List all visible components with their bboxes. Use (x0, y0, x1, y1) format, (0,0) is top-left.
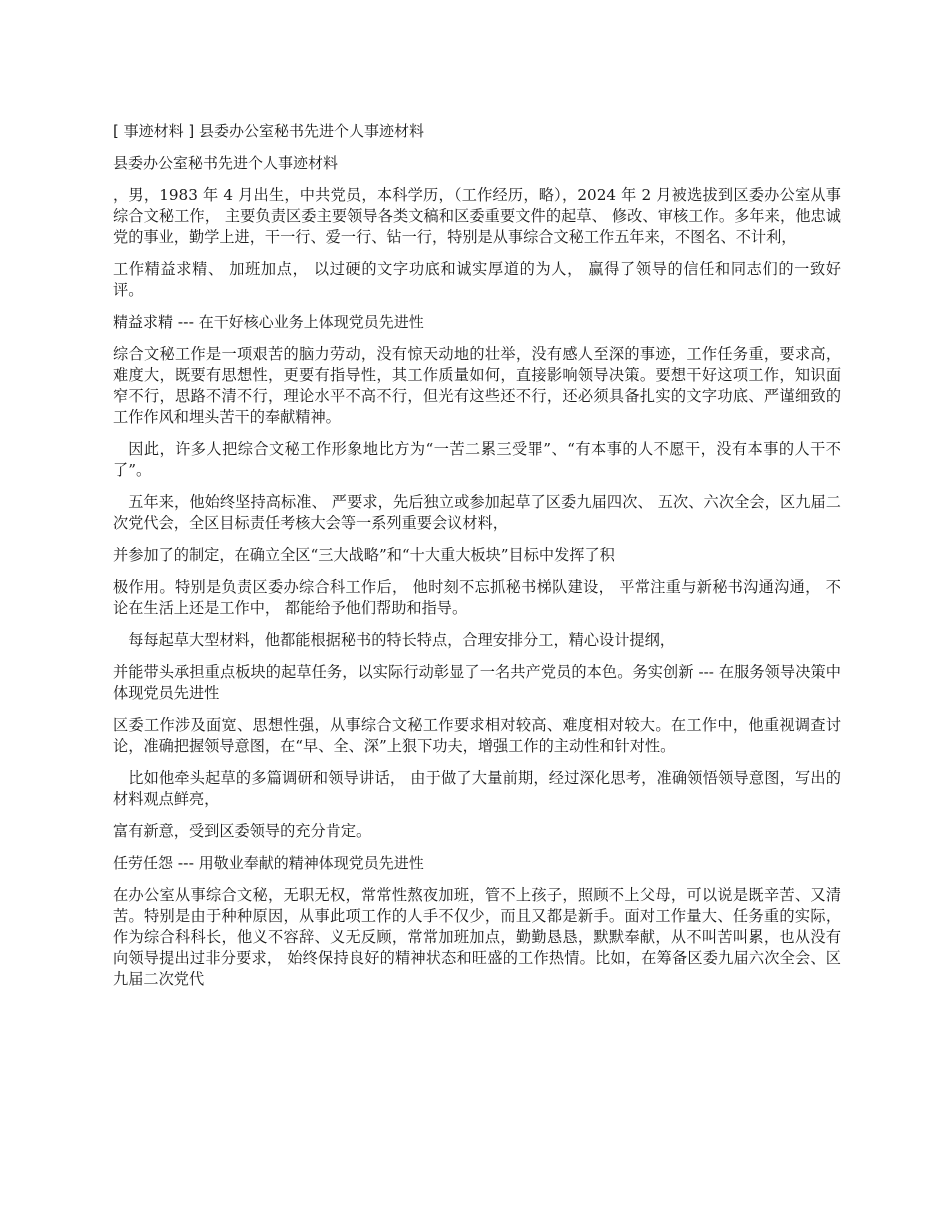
paragraph-dedication: 在办公室从事综合文秘，无职无权，常常性熬夜加班，管不上孩子，照顾不上父母，可以说是既辛苦、又清苦。特别是由于种种原因，从事此项工作的人手不仅少，而且又都是新手。面对工作量大、任务重的实际，作为综合科科长，他义不容辞、义无反顾，常常加班加点，勤勤恳恳，默默奉献，从不叫苦叫累，也从没有向领导提出过非分要求， 始终保持良好的精神状态和旺盛的工作热情。比如，在筹备区委九届六次全会、区九届二次党代 (113, 886, 841, 988)
paragraph-drafting: 每每起草大型材料，他都能根据秘书的特长特点，合理安排分工，精心设计提纲， (128, 631, 675, 649)
paragraph-work-praise: 工作精益求精、 加班加点， 以过硬的文字功底和诚实厚道的为人， 赢得了领导的信任和同志们的一致好评。 (113, 260, 841, 299)
paragraph-recognition: 富有新意，受到区委领导的充分肯定。 (113, 822, 372, 840)
paragraph-intro: ，男，1983 年 4 月出生，中共党员，本科学历，（工作经历，略），2024 年 2 月被选拔到区委办公室从事综合文秘工作， 主要负责区委主要领导各类文稿和区委重要文件的起草、 修改、审核工作。多年来，他忠诚党的事业，勤学上进，干一行、爱一行、钻一行，特别是从事综合文秘工作五年来，不图名、不计利， (113, 186, 841, 246)
paragraph-secretarial-work: 综合文秘工作是一项艰苦的脑力劳动，没有惊天动地的壮举，没有感人至深的事迹，工作任务重，要求高，难度大，既要有思想性，更要有指导性，其工作质量如何，直接影响领导决策。要想干好这项工作，知识面窄不行，思路不清不行，理论水平不高不行，但光有这些还不行，还必须具备扎实的文字功底、严谨细致的工作作风和埋头苦干的奉献精神。 (113, 345, 841, 426)
paragraph-mentoring: 极作用。特别是负责区委办综合科工作后， 他时刻不忘抓秘书梯队建设， 平常注重与新秘书沟通沟通， 不论在生活上还是工作中， 都能给予他们帮助和指导。 (113, 578, 841, 617)
section-heading-dedication: 任劳任怨 --- 用敬业奉献的精神体现党员先进性 (113, 854, 424, 872)
paragraph-leadership-example: 并能带头承担重点板块的起草任务，以实际行动彰显了一名共产党员的本色。务实创新 --- 在服务领导决策中体现党员先进性 (113, 663, 841, 702)
paragraph-research: 区委工作涉及面宽、思想性强，从事综合文秘工作要求相对较高、难度相对较大。在工作中，他重视调查讨论，准确把握领导意图，在“早、全、深”上狠下功夫，增强工作的主动性和针对性。 (113, 716, 841, 755)
section-heading-precision: 精益求精 --- 在干好核心业务上体现党员先进性 (113, 313, 424, 331)
paragraph-five-years: 五年来，他始终坚持高标准、 严要求，先后独立或参加起草了区委九届四次、 五次、六次全会，区九届二次党代会，全区目标责任考核大会等一系列重要会议材料， (113, 493, 841, 532)
paragraph-strategy: 并参加了的制定，在确立全区“三大战略”和“十大重大板块”目标中发挥了积 (113, 546, 615, 564)
paragraph-metaphor: 因此，许多人把综合文秘工作形象地比方为“一苦二累三受罪”、“有本事的人不愿干，没有本事的人干不了”。 (113, 440, 841, 479)
document-title: [ 事迹材料 ] 县委办公室秘书先进个人事迹材料 (113, 122, 425, 140)
document-body (113, 121, 841, 1001)
paragraph-speeches: 比如他牵头起草的多篇调研和领导讲话， 由于做了大量前期，经过深化思考，准确领悟领导意图，写出的材料观点鲜亮， (113, 769, 841, 808)
document-subtitle: 县委办公室秘书先进个人事迹材料 (113, 154, 339, 172)
